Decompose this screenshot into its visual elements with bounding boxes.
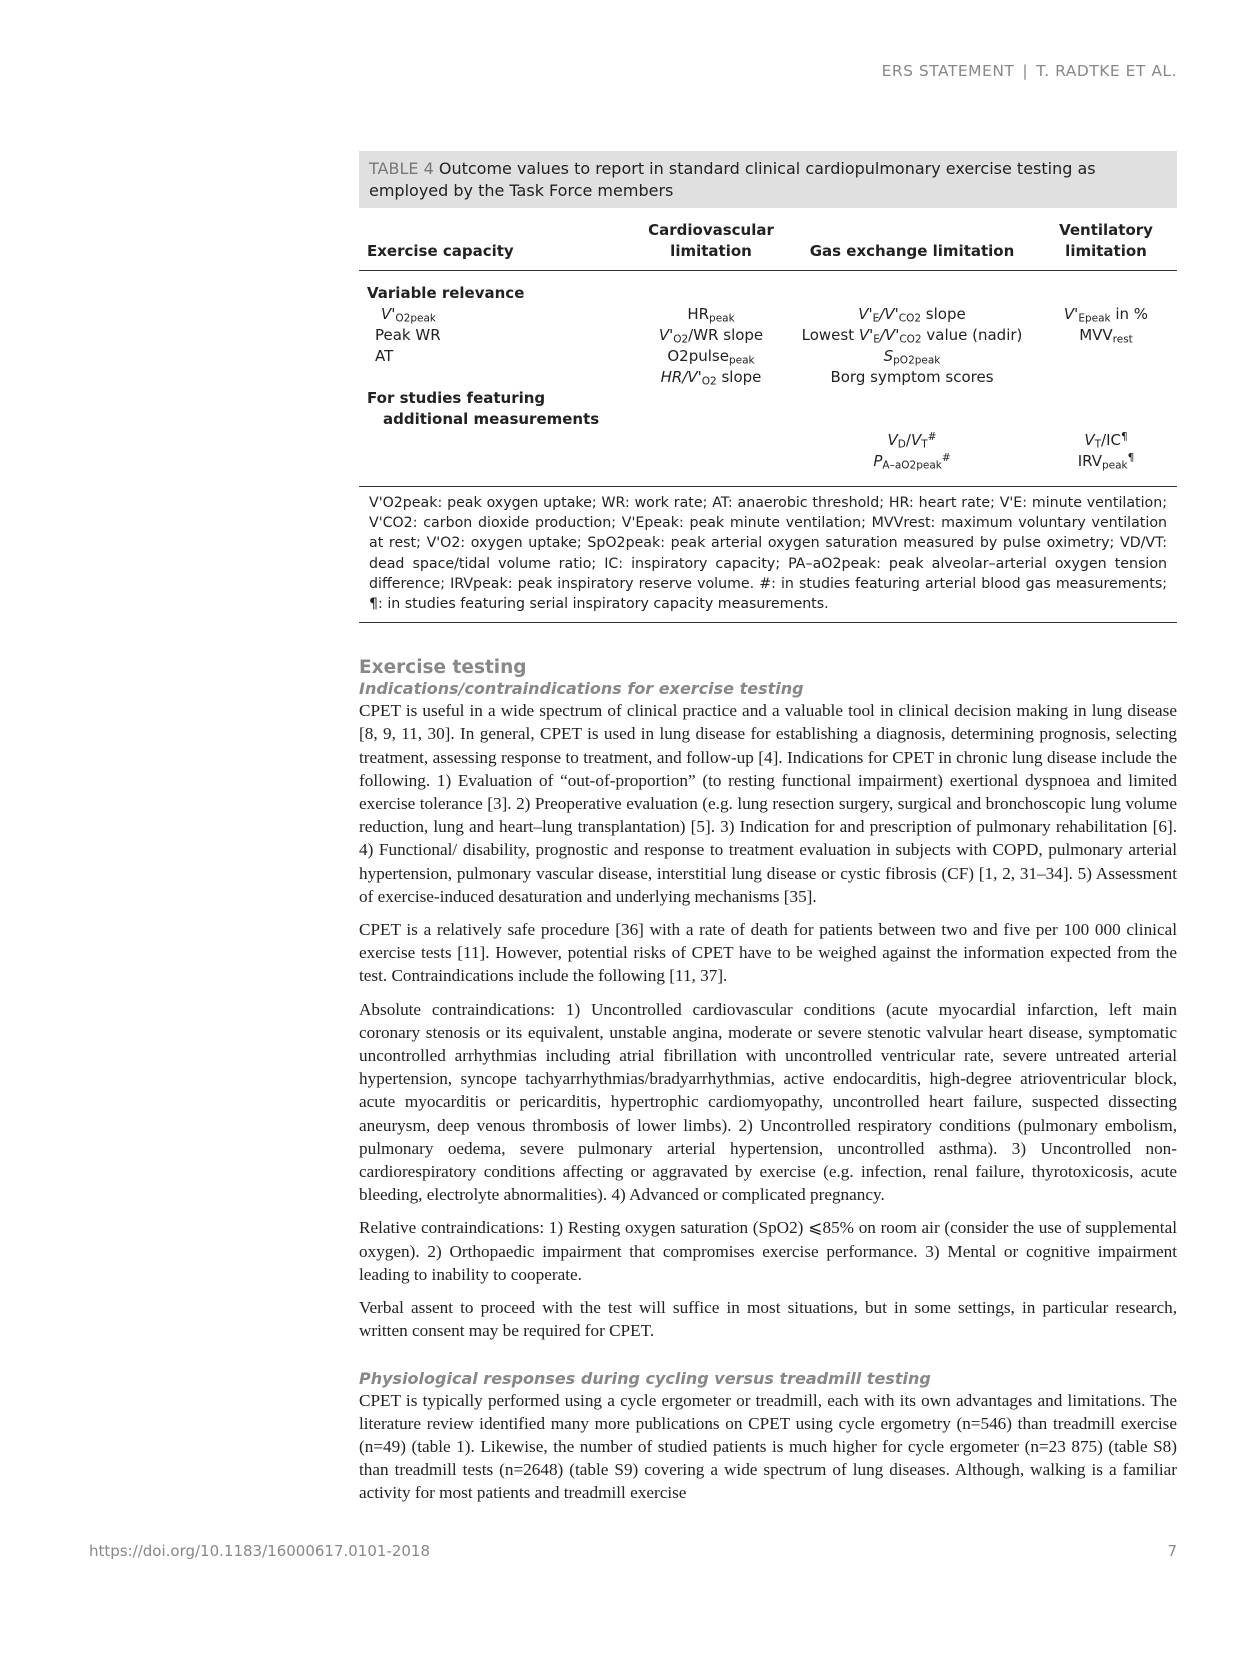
col-ventilatory-limitation: Ventilatory limitation xyxy=(1035,208,1177,271)
journal-section-label: ERS STATEMENT xyxy=(881,62,1015,80)
cell-vo2-wr-slope: $V'_{O2}/WR$ slope xyxy=(658,326,764,346)
page-content xyxy=(359,151,1177,1515)
cell-ve-vco2-slope: $V'_E/V'_{CO2}$ slope xyxy=(858,305,966,325)
paragraph-relative-contraindications: Relative contraindications: 1) Resting oxygen saturation (SpO2) ⩽85% on room air (consider the use of supplemental oxygen). 2) Orthopaedic impairment that compromises exercise performance. 3) Mental or cognitive impairment leading to inability to cooperate. xyxy=(359,1218,1177,1284)
table-row xyxy=(359,283,1177,304)
cell-spo2peak: $S_{pO2peak}$ xyxy=(883,347,941,367)
cell-irv-peak: $IRV_{peak}^\P$ xyxy=(1077,451,1135,472)
table-row xyxy=(359,430,1177,472)
paragraph-safety: CPET is a relatively safe procedure [36] with a rate of death for patients between two and five per 100 000 clinical exercise tests [11]. However, potential risks of CPET have to be weighed against the information expected from the test. Contraindications include the following [11, 37]. xyxy=(359,920,1177,986)
group-variable-relevance: Variable relevance xyxy=(367,284,525,302)
col-gas-exchange-limitation: Gas exchange limitation xyxy=(789,208,1035,271)
paragraph-consent: Verbal assent to proceed with the test will suffice in most situations, but in some settings, in particular research, written consent may be required for CPET. xyxy=(359,1298,1177,1341)
outcome-values-table xyxy=(359,208,1177,486)
cell-peak-wr: Peak WR xyxy=(375,326,441,344)
cell-vo2peak: $V'_{O2peak}$ xyxy=(381,305,436,325)
table-row xyxy=(359,388,1177,430)
page-number: 7 xyxy=(1167,1542,1177,1560)
col-exercise-capacity: Exercise capacity xyxy=(359,208,633,271)
section-heading: Exercise testing xyxy=(359,657,527,679)
cell-hrpeak: $HR_{peak}$ xyxy=(687,305,735,325)
subsection-heading-indications: Indications/contraindications for exercise testing xyxy=(359,679,804,699)
subsection-heading-cycling-treadmill: Physiological responses during cycling versus treadmill testing xyxy=(359,1368,931,1388)
table-row xyxy=(359,304,1177,388)
paragraph-absolute-contraindications: Absolute contraindications: 1) Uncontrolled cardiovascular conditions (acute myocardial infarction, left main coronary stenosis or its equivalent, unstable angina, moderate or severe stenotic valvular heart disease, symptomatic uncontrolled arrhythmias including atrial fibrillation with uncontrolled ventricular rate, severe untreated arterial hypertension, syncope tachyarrhythmias/bradyarrhythmias, active endocarditis, high-degree atrioventricular block, acute myocarditis or pericarditis, hypertrophic cardiomyopathy, uncontrolled heart failure, suspected dissecting aneurysm, deep venous thrombosis of lower limbs). 2) Uncontrolled respiratory conditions (pulmonary embolism, pulmonary oedema, severe pulmonary arterial hypertension, uncontrolled asthma). 3) Uncontrolled non-cardiorespiratory conditions affecting or aggravated by exercise (e.g. infection, renal failure, thyrotoxicosis, acute bleeding, electrolyte abnormalities). 4) Advanced or complicated pregnancy. xyxy=(359,999,1177,1205)
table-caption-text: Outcome values to report in standard clinical cardiopulmonary exercise testing as employed by the Task Force members xyxy=(369,159,1096,200)
author-label: T. RADTKE ET AL. xyxy=(1036,62,1177,80)
cell-hr-vo2-slope: $HR/V'_{O2}$ slope xyxy=(660,368,762,388)
cell-at: AT xyxy=(375,347,394,365)
table-header-row xyxy=(359,208,1177,271)
cell-o2pulse-peak: O2pulse$_{peak}$ xyxy=(667,347,755,367)
cell-ve-peak-mvv: $V'_{Epeak}$ in % $MVV_{rest}$ xyxy=(1063,305,1149,346)
table-caption xyxy=(359,151,1177,208)
paragraph-indications: CPET is useful in a wide spectrum of clinical practice and a valuable tool in clinical decision making in lung disease [8, 9, 11, 30]. In general, CPET is used in lung disease for establishing a diagnosis, determining prognosis, selecting treatment, assessing response to treatment, and follow-up [4]. Indications for CPET in chronic lung disease include the following. 1) Evaluation of “out-of-proportion” (to resting functional impairment) exertional dyspnoea and limited exercise tolerance [3]. 2) Preoperative evaluation (e.g. lung resection surgery, surgical and bronchoscopic lung volume reduction, lung and heart–lung transplantation) [5]. 3) Indication for and prescription of pulmonary rehabilitation [6]. 4) Functional/ disability, prognostic and response to treatment evaluation in subjects with COPD, pulmonary arterial hypertension, pulmonary vascular disease, interstitial lung disease or cystic fibrosis (CF) [1, 2, 31–34]. 5) Assessment of exercise-induced desaturation and underlying mechanisms [35]. xyxy=(359,701,1177,906)
paragraph-cycling-treadmill: CPET is typically performed using a cycle ergometer or treadmill, each with its own advantages and limitations. The literature review identified many more publications on CPET using cycle ergometry (n=546) than treadmill exercise (n=49) (table 1). Likewise, the number of studied patients is much higher for cycle ergometer (n=23 875) (table S8) than treadmill tests (n=2648) (table S9) covering a wide spectrum of lung diseases. Although, walking is a familiar activity for most patients and treadmill exercise xyxy=(359,1390,1177,1503)
group-additional-measurements: For studies featuring additional measurements xyxy=(367,389,600,428)
cell-lowest-ve-vco2: Lowest $V'_E/V'_{CO2}$ value (nadir) xyxy=(801,326,1023,346)
col-cardiovascular-limitation: Cardiovascular limitation xyxy=(633,208,789,271)
running-header xyxy=(882,62,1177,80)
table-number: TABLE 4 xyxy=(369,159,434,178)
cell-vt-ic: $V_T/IC^\P$ xyxy=(1084,430,1128,451)
table-footnote: V'O2peak: peak oxygen uptake; WR: work rate; AT: anaerobic threshold; HR: heart rate; V'E: minute ventilation; V'CO2: carbon dioxide production; V'Epeak: peak minute ventilation; MVVrest: maximum voluntary ventilation at rest; V'O2: oxygen uptake; SpO2peak: peak arterial oxygen saturation measured by pulse oximetry; VD/VT: dead space/tidal volume ratio; IC: inspiratory capacity; PA–aO2peak: peak alveolar–arterial oxygen tension difference; IRVpeak: peak inspiratory reserve volume. #: in studies featuring arterial blood gas measurements; ¶: in studies featuring serial inspiratory capacity measurements. xyxy=(359,486,1177,623)
header-separator: | xyxy=(1022,62,1029,80)
cell-borg-scores: Borg symptom scores xyxy=(830,368,994,386)
cell-vd-vt: $V_D/V_T^{\#}$ xyxy=(887,430,937,451)
cell-pa-ao2peak: $P_{A-aO2peak}^{\#}$ xyxy=(873,451,951,472)
doi-link[interactable]: https://doi.org/10.1183/16000617.0101-2018 xyxy=(89,1542,431,1560)
